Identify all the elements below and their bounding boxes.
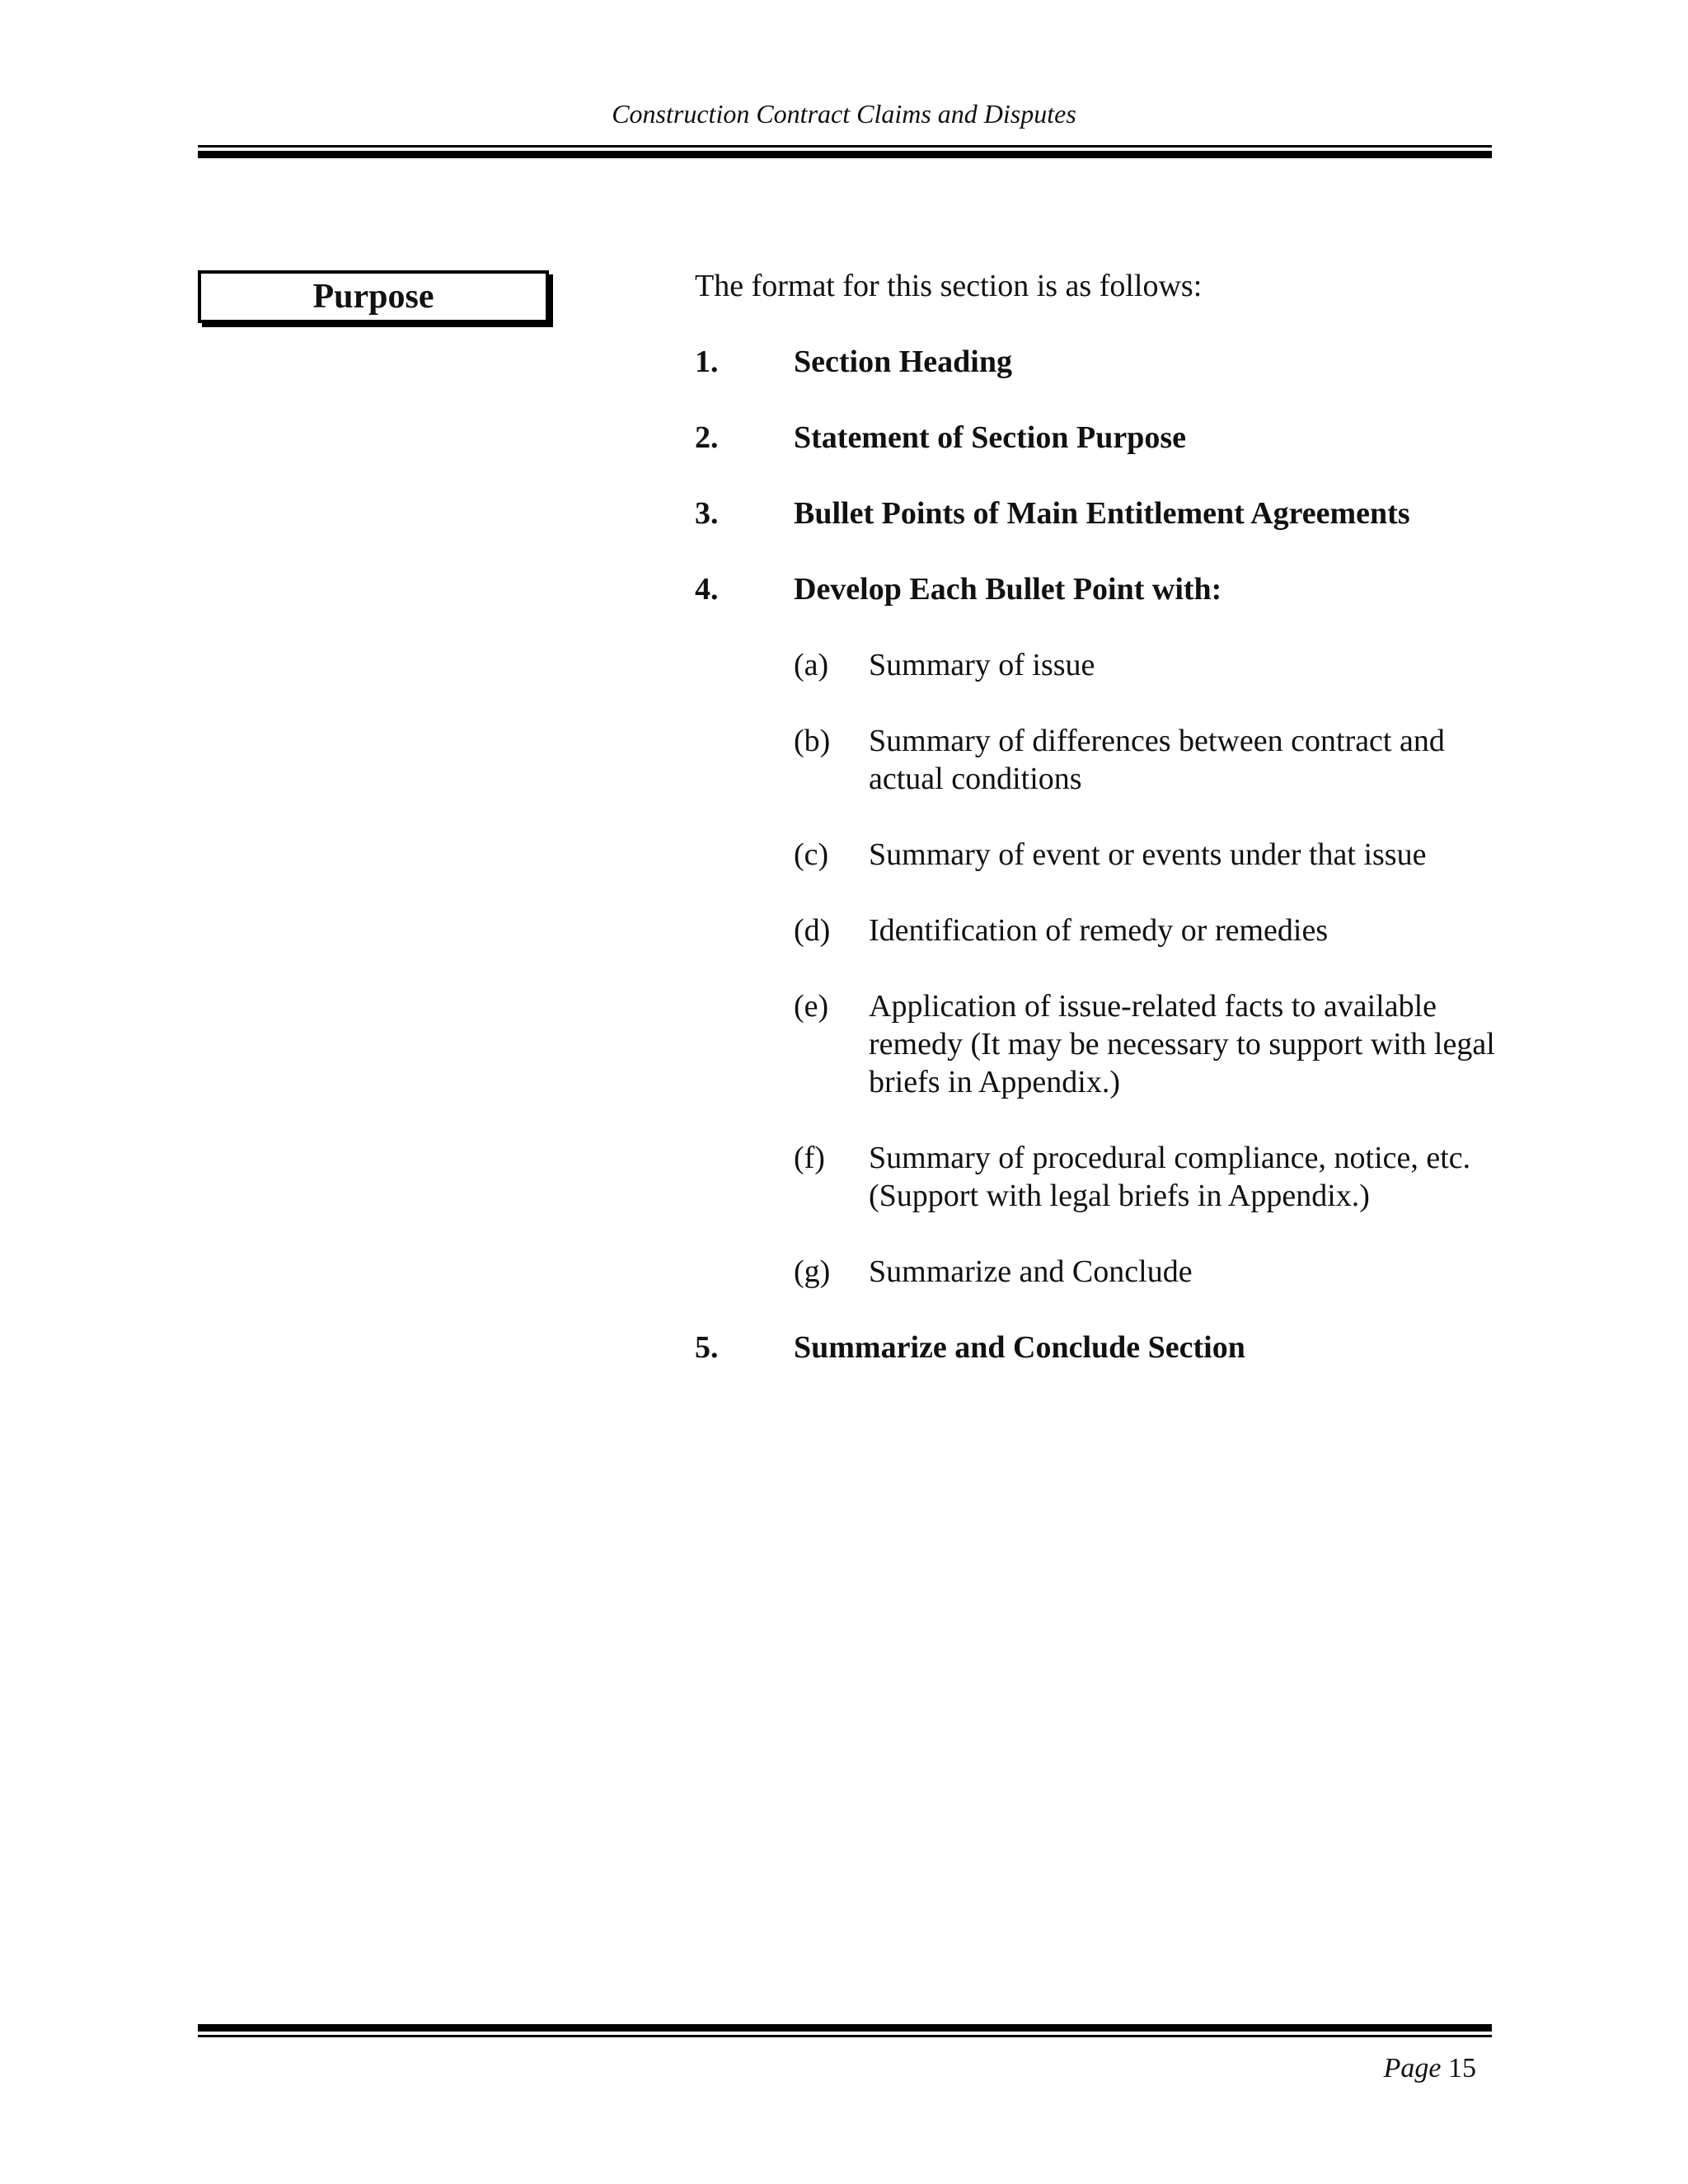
sub-list-letter: (e) [794, 989, 829, 1024]
list-item-text: Summarize and Conclude Section [794, 1330, 1245, 1365]
list-item [695, 570, 1503, 608]
list-item-text: Bullet Points of Main Entitlement Agreements [794, 496, 1410, 531]
sub-list-item [695, 912, 1503, 949]
sub-list-item [695, 1253, 1503, 1291]
list-item [695, 494, 1503, 532]
sub-list-letter: (b) [794, 724, 831, 758]
footer-rule [198, 2024, 1492, 2037]
sub-list-letter: (f) [794, 1141, 825, 1175]
list-number: 2. [695, 420, 719, 455]
sub-list-letter: (c) [794, 837, 829, 872]
sub-list-text: Summarize and Conclude [869, 1254, 1193, 1289]
list-number: 3. [695, 496, 719, 531]
page-label: Page [1383, 2053, 1442, 2083]
list-item [695, 419, 1503, 457]
list-item-text: Develop Each Bullet Point with: [794, 572, 1222, 607]
sub-list-text: Summary of event or events under that issue [869, 837, 1427, 872]
list-item-text: Statement of Section Purpose [794, 420, 1186, 455]
list-item [695, 343, 1503, 381]
sub-list-text: Summary of differences between contract and actual conditions [869, 724, 1445, 796]
sub-list-text: Identification of remedy or remedies [869, 913, 1329, 948]
sub-list-text: Summary of procedural compliance, notice, etc. (Support with legal briefs in Appendix.) [869, 1141, 1471, 1213]
sub-list-text: Application of issue-related facts to available remedy (It may be necessary to support with legal briefs in Appendix.) [869, 989, 1495, 1099]
list-number: 4. [695, 572, 719, 607]
header-rule [198, 145, 1492, 158]
page-number [1384, 2052, 1476, 2085]
sub-list-letter: (g) [794, 1254, 831, 1289]
sub-list-item [695, 1139, 1503, 1215]
running-header: Construction Contract Claims and Disputes [612, 99, 1076, 129]
list-number: 5. [695, 1330, 719, 1365]
list-item [695, 1329, 1503, 1366]
sub-list-letter: (a) [794, 648, 829, 682]
list-number: 1. [695, 344, 719, 379]
sub-list-item [695, 646, 1503, 684]
section-format-content [695, 267, 1503, 1366]
sub-list-item [695, 836, 1503, 874]
sub-list-text: Summary of issue [869, 648, 1095, 682]
sub-list-letter: (d) [794, 913, 831, 948]
sub-list-item [695, 987, 1503, 1101]
purpose-sidebar-label: Purpose [198, 270, 549, 323]
sub-list-item [695, 722, 1503, 798]
list-item-text: Section Heading [794, 344, 1012, 379]
intro-text: The format for this section is as follows: [695, 269, 1203, 303]
page-number-value: 15 [1448, 2053, 1476, 2083]
